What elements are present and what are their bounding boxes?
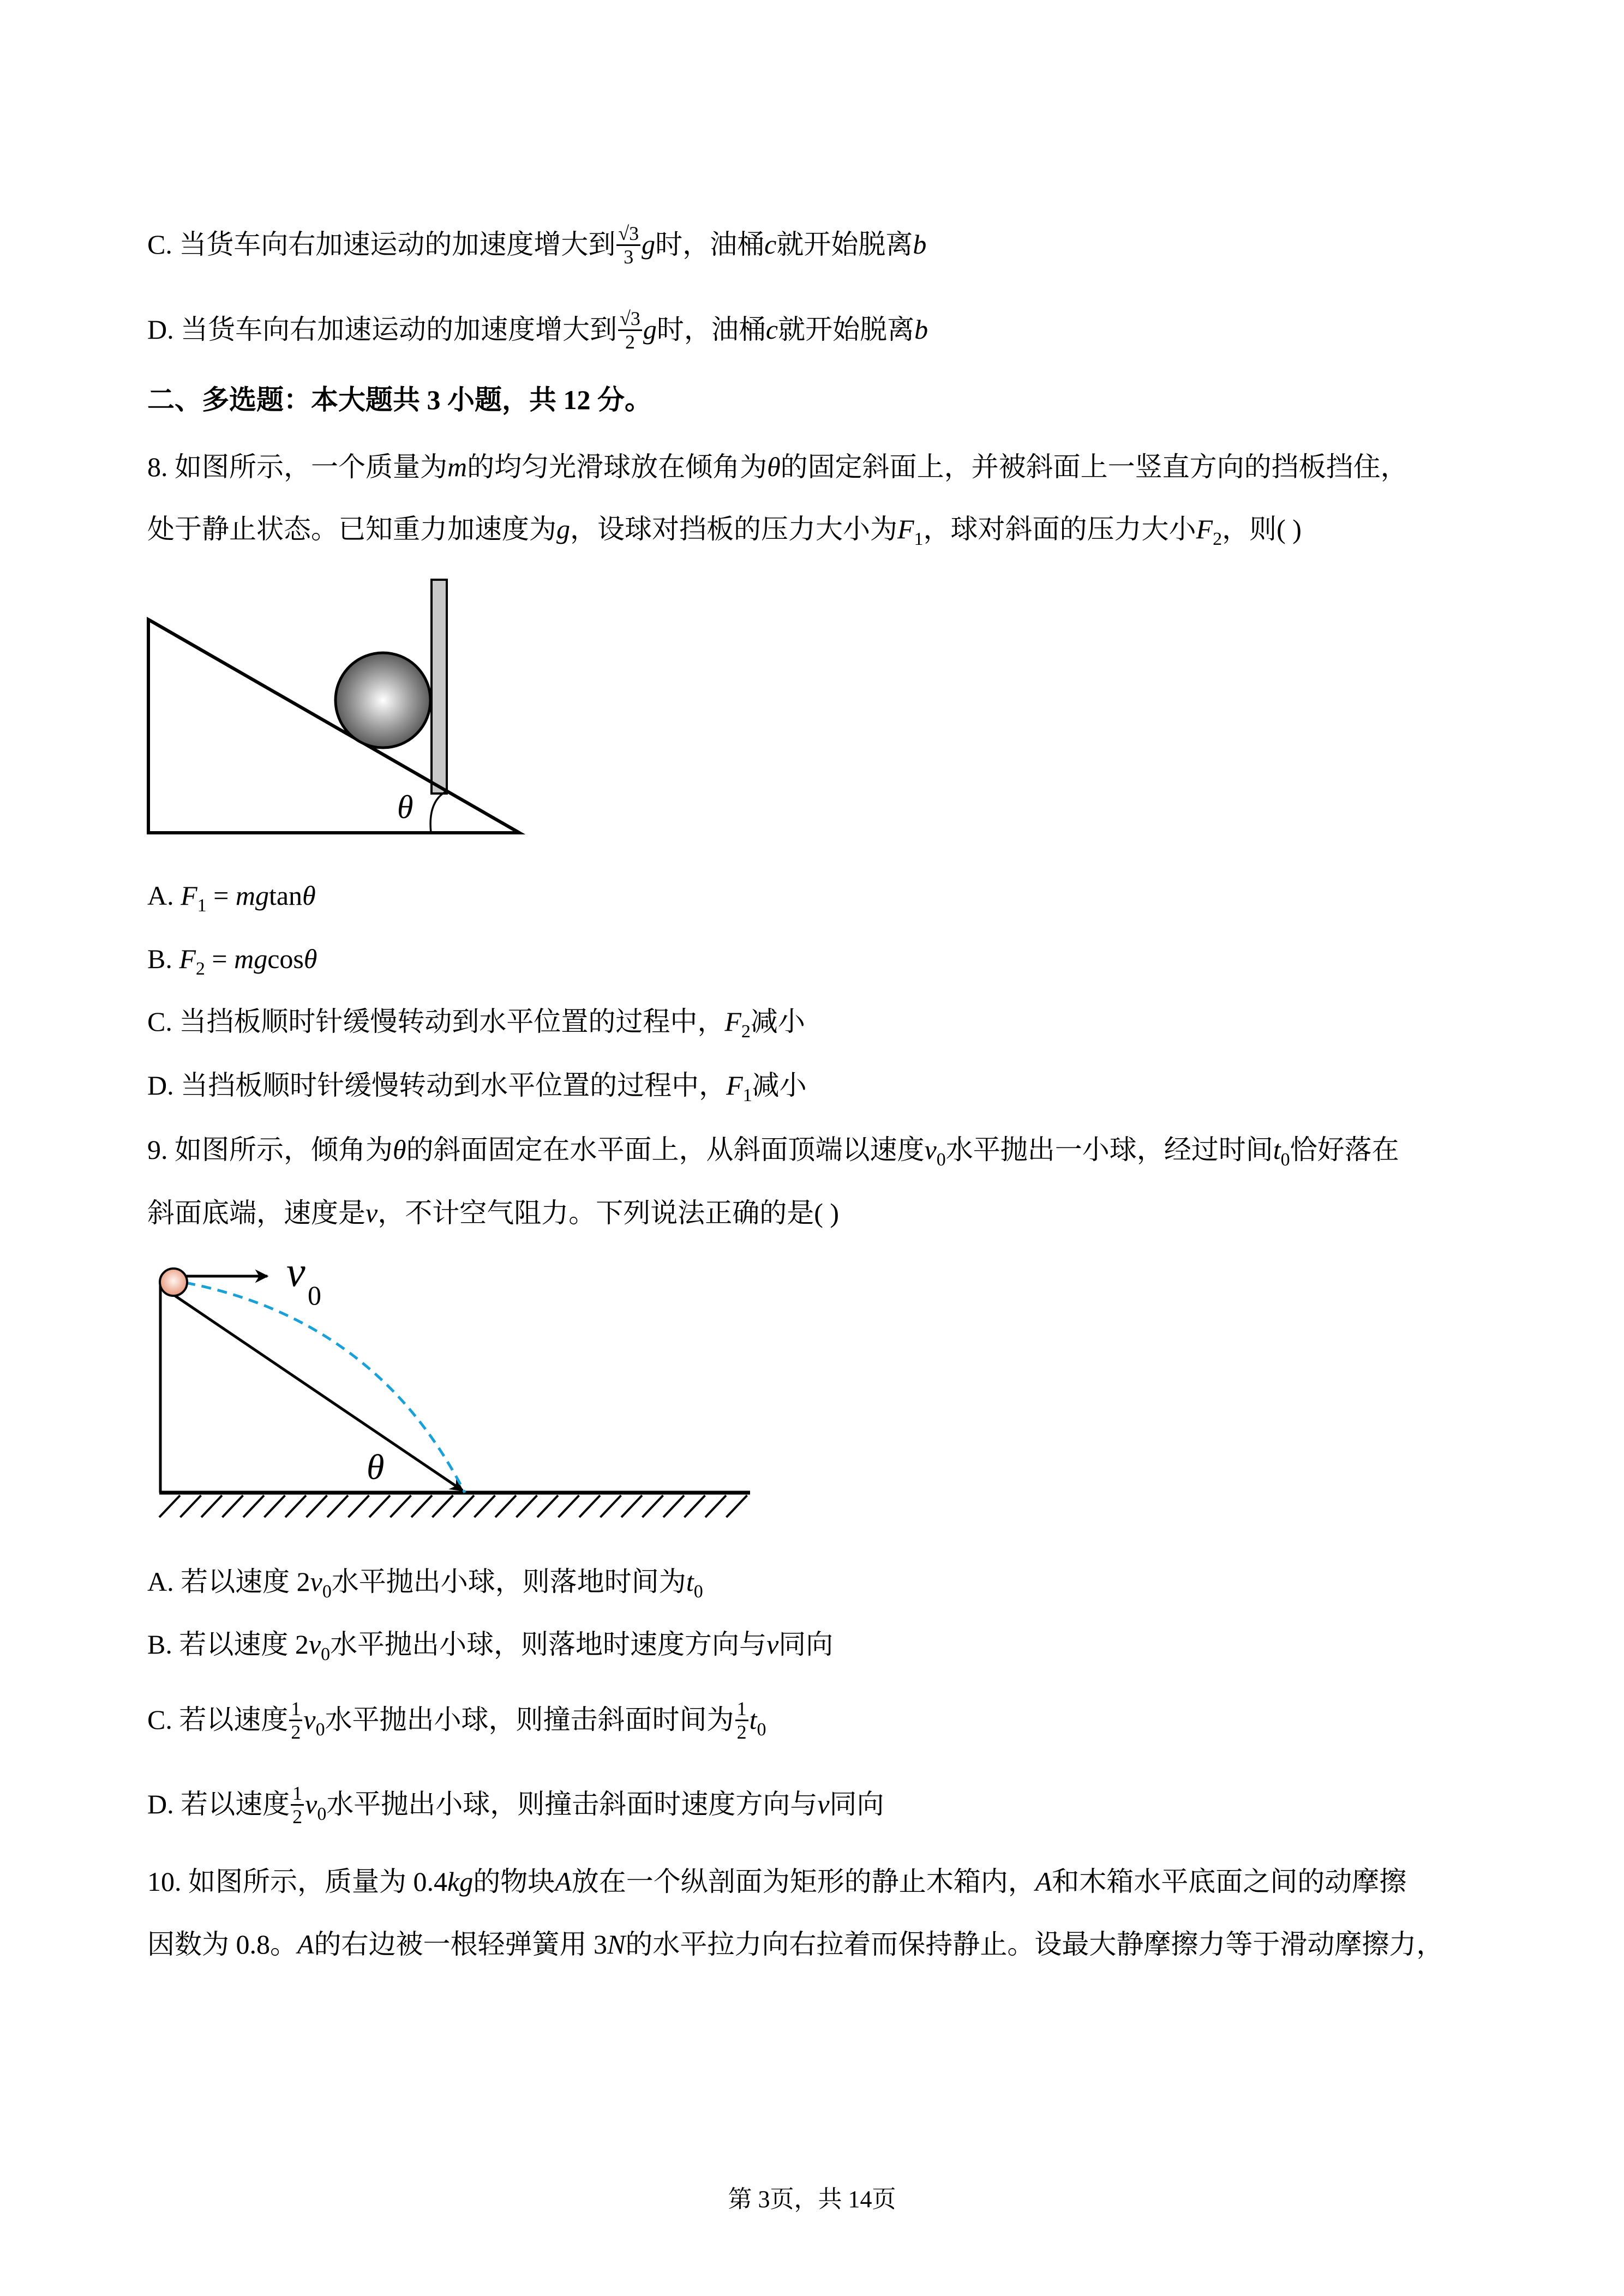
q9-figure: [136, 1243, 764, 1527]
hatch-mark: [265, 1495, 285, 1517]
math-variable: g: [643, 314, 657, 345]
fraction-numerator: 1: [291, 1782, 304, 1806]
text-run: 8. 如图所示，一个质量为: [147, 452, 447, 482]
hatch-mark: [705, 1495, 726, 1517]
fraction: [618, 308, 642, 353]
hatch-mark: [243, 1495, 264, 1517]
text-run: 减小: [750, 1006, 805, 1037]
text-run: 就开始脱离: [778, 314, 915, 345]
text-run: 就开始脱离: [776, 229, 913, 260]
q8-option-a: [147, 879, 316, 916]
fraction-denominator: 2: [291, 1721, 301, 1743]
math-variable: t: [1273, 1134, 1281, 1165]
q8-option-d: [147, 1069, 807, 1105]
math-variable: F: [726, 1070, 743, 1101]
q9-angle-label: θ: [367, 1447, 385, 1487]
hatch-mark: [517, 1495, 537, 1517]
q9-option-c: [147, 1698, 766, 1743]
velocity-subscript: 0: [308, 1280, 321, 1311]
math-variable: v: [308, 1629, 321, 1660]
math-variable: g: [556, 514, 570, 544]
text-run: D. 若以速度: [147, 1788, 290, 1819]
q8-figure: [136, 567, 535, 845]
text-run: ，不计空气阻力。下列说法正确的是( ): [377, 1198, 840, 1228]
fraction: [616, 223, 640, 268]
math-variable: F: [179, 943, 196, 974]
text-run: C. 当货车向右加速运动的加速度增大到: [147, 229, 616, 260]
text-run: C. 当挡板顺时针缓慢转动到水平位置的过程中，: [147, 1006, 725, 1037]
text-run: 的物块: [473, 1866, 555, 1897]
fraction-numerator: 1: [735, 1698, 748, 1721]
q9-stem-line1: [147, 1133, 1399, 1170]
text-run: 的右边被一根轻弹簧用 3: [314, 1929, 608, 1960]
subscript: 0: [315, 1719, 325, 1740]
smooth-ball: [335, 653, 430, 748]
hatch-mark: [453, 1495, 474, 1517]
text-run: 减小: [752, 1070, 807, 1101]
math-variable: c: [765, 314, 778, 345]
text-run: 斜面底端，速度是: [147, 1198, 365, 1228]
math-variable: b: [913, 229, 927, 260]
math-variable: c: [764, 229, 777, 260]
math-variable: A: [555, 1866, 572, 1897]
hatch-mark: [601, 1495, 621, 1517]
text-run: ，球对斜面的压力大小: [923, 514, 1196, 544]
hatch-mark: [369, 1495, 390, 1517]
velocity-label: v: [286, 1248, 305, 1295]
fraction: [291, 1782, 304, 1828]
text-run: 的水平拉力向右拉着而保持静止。设最大静摩擦力等于滑动摩擦力，: [625, 1929, 1444, 1960]
text-run: 恰好落在: [1290, 1134, 1399, 1165]
text-run: 9. 如图所示，倾角为: [147, 1134, 393, 1165]
subscript: 1: [742, 1085, 752, 1105]
hatch-mark: [391, 1495, 411, 1517]
text-run: B.: [147, 943, 179, 974]
text-run: 时，油桶: [656, 314, 766, 345]
fraction-denominator: 2: [736, 1721, 747, 1743]
q8-stem-line2: [147, 513, 1302, 549]
math-variable: θ: [302, 880, 316, 911]
math-variable: F: [181, 880, 197, 911]
fraction-numerator: √3: [618, 308, 642, 331]
text-run: 处于静止状态。已知重力加速度为: [147, 514, 556, 544]
math-variable: v: [303, 1704, 316, 1735]
slope-arrow: [170, 1293, 463, 1490]
math-variable: t: [749, 1704, 757, 1735]
fraction-numerator: √3: [616, 223, 640, 246]
subscript: 0: [757, 1719, 766, 1740]
text-run: 水平抛出一小球，经过时间: [945, 1134, 1273, 1165]
text-run: 水平抛出小球，则落地时间为: [331, 1566, 686, 1597]
hatch-mark: [685, 1495, 705, 1517]
section-heading: [147, 383, 652, 416]
subscript: 0: [693, 1582, 703, 1602]
text-run: 的固定斜面上，并被斜面上一竖直方向的挡板挡住，: [780, 452, 1408, 482]
q9-option-b: [147, 1628, 834, 1664]
text-run: 的均匀光滑球放在倾角为: [467, 452, 768, 482]
hatch-mark: [579, 1495, 600, 1517]
text-run: =: [206, 880, 236, 911]
q8-angle-label: θ: [397, 789, 414, 825]
q10-stem-line1: [147, 1865, 1406, 1898]
ground-hatching: [159, 1495, 747, 1517]
math-variable: A: [1035, 1866, 1052, 1897]
text-run: D. 当货车向右加速运动的加速度增大到: [147, 314, 618, 345]
math-variable: N: [607, 1929, 626, 1960]
math-variable: F: [724, 1006, 741, 1037]
text-run: A.: [147, 880, 181, 911]
text-run: 同向: [778, 1629, 834, 1660]
hatch-mark: [223, 1495, 243, 1517]
projectile-ball: [160, 1269, 187, 1296]
hatch-mark: [559, 1495, 579, 1517]
trajectory-curve: [185, 1283, 465, 1493]
text-run: 水平抛出小球，则撞击斜面时速度方向与: [326, 1788, 818, 1819]
hatch-mark: [285, 1495, 306, 1517]
text-run: 水平抛出小球，则落地时速度方向与: [330, 1629, 767, 1660]
hatch-mark: [181, 1495, 201, 1517]
q8-stem-line1: [147, 450, 1408, 483]
hatch-mark: [621, 1495, 642, 1517]
text-run: 和木箱水平底面之间的动摩擦: [1052, 1866, 1407, 1897]
hatch-mark: [643, 1495, 663, 1517]
fraction: [289, 1698, 302, 1743]
subscript: 0: [322, 1582, 332, 1602]
math-variable: mg: [234, 943, 268, 974]
math-variable: F: [897, 514, 914, 544]
text-run: 放在一个纵剖面为矩形的静止木箱内，: [571, 1866, 1035, 1897]
subscript: 2: [195, 959, 205, 979]
hatch-mark: [727, 1495, 747, 1517]
math-variable: θ: [303, 943, 317, 974]
math-variable: t: [686, 1566, 694, 1597]
text-run: A. 若以速度 2: [147, 1566, 310, 1597]
hatch-mark: [159, 1495, 180, 1517]
fraction-denominator: 3: [624, 246, 634, 268]
text-run: 10. 如图所示，质量为 0.4: [147, 1866, 447, 1897]
subscript: 0: [1280, 1150, 1290, 1170]
hatch-mark: [475, 1495, 495, 1517]
hatch-mark: [327, 1495, 348, 1517]
text-run: tan: [268, 880, 303, 911]
math-variable: v: [766, 1629, 779, 1660]
math-variable: b: [914, 314, 928, 345]
math-variable: θ: [393, 1134, 406, 1165]
fraction-numerator: 1: [289, 1698, 302, 1721]
hatch-mark: [201, 1495, 222, 1517]
text-run: 水平抛出小球，则撞击斜面时间为: [325, 1704, 734, 1735]
q7-option-d: [147, 308, 928, 353]
q10-stem-line2: [147, 1928, 1443, 1961]
subscript: 0: [936, 1150, 946, 1170]
math-variable: m: [447, 452, 468, 482]
hatch-mark: [663, 1495, 684, 1517]
math-variable: g: [642, 229, 656, 260]
math-variable: v: [305, 1788, 317, 1819]
subscript: 0: [317, 1804, 327, 1824]
hatch-mark: [349, 1495, 369, 1517]
vertical-board: [432, 580, 447, 794]
q9-stem-line2: [147, 1197, 839, 1229]
text-run: 二、多选题：本大题共 3 小题，共 12 分。: [147, 384, 652, 415]
text-run: D. 当挡板顺时针缓慢转动到水平位置的过程中，: [147, 1070, 727, 1101]
math-variable: v: [924, 1134, 937, 1165]
text-run: 的斜面固定在水平面上，从斜面顶端以速度: [406, 1134, 925, 1165]
subscript: 2: [741, 1021, 751, 1042]
subscript: 1: [197, 895, 207, 916]
math-variable: A: [297, 1929, 314, 1960]
fraction: [735, 1698, 748, 1743]
hatch-mark: [411, 1495, 432, 1517]
text-run: =: [205, 943, 235, 974]
subscript: 2: [1213, 529, 1223, 549]
q9-option-d: [147, 1782, 884, 1828]
hatch-mark: [495, 1495, 516, 1517]
q8-option-b: [147, 942, 317, 979]
text-run: ，设球对挡板的压力大小为: [570, 514, 897, 544]
hatch-mark: [307, 1495, 327, 1517]
fraction-denominator: 2: [625, 331, 635, 353]
math-variable: v: [817, 1788, 830, 1819]
text-run: 同向: [829, 1788, 884, 1819]
text-run: ，则( ): [1222, 514, 1302, 544]
fraction-denominator: 2: [292, 1806, 303, 1828]
text-run: B. 若以速度 2: [147, 1629, 309, 1660]
math-variable: mg: [235, 880, 269, 911]
page-number: 第 3页，共 14页: [728, 2186, 896, 2213]
q7-option-c: [147, 223, 927, 268]
hatch-mark: [537, 1495, 558, 1517]
math-variable: v: [310, 1566, 322, 1597]
text-run: cos: [267, 943, 304, 974]
text-run: 因数为 0.8。: [147, 1929, 297, 1960]
hatch-mark: [433, 1495, 453, 1517]
q9-option-a: [147, 1565, 703, 1602]
math-variable: v: [365, 1198, 378, 1228]
math-variable: kg: [447, 1866, 474, 1897]
subscript: 0: [321, 1644, 331, 1664]
text-run: 时，油桶: [655, 229, 765, 260]
subscript: 1: [914, 529, 924, 549]
math-variable: F: [1196, 514, 1213, 544]
math-variable: θ: [767, 452, 781, 482]
text-run: C. 若以速度: [147, 1704, 289, 1735]
q8-option-c: [147, 1005, 805, 1042]
